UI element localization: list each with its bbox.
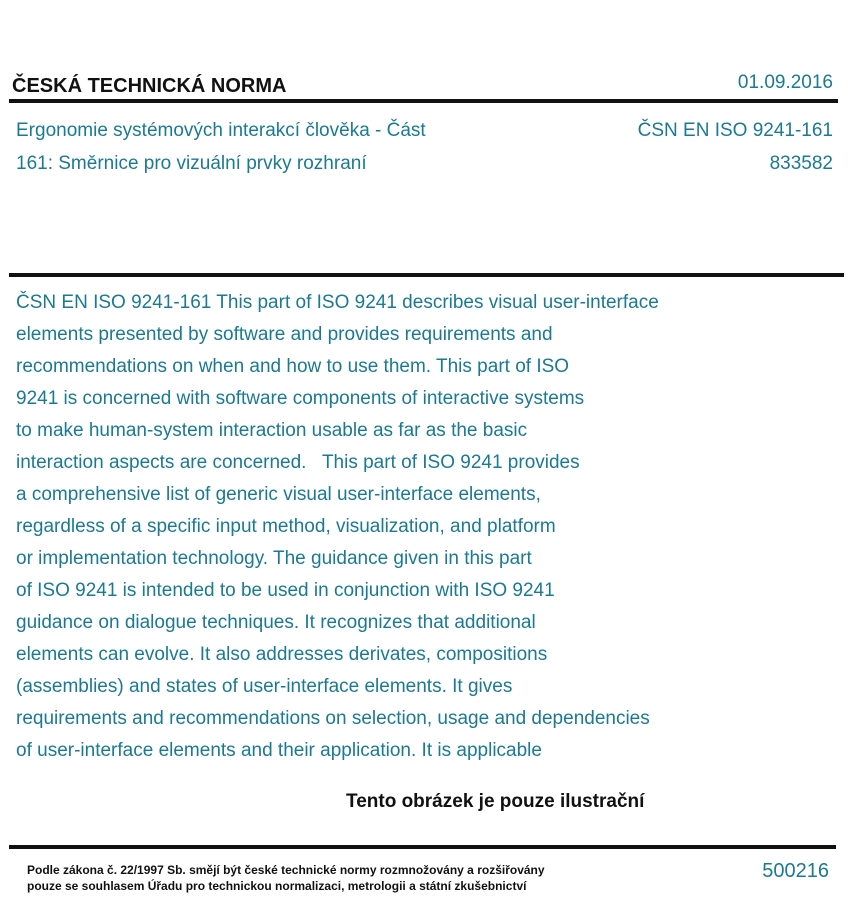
abstract-line: 9241 is concerned with software components of interactive systems	[16, 388, 585, 409]
legal-notice-line-1: Podle zákona č. 22/1997 Sb. smějí být české technické normy rozmnožovány a rozšiřovány	[27, 863, 545, 877]
publication-date: 01.09.2016	[737, 72, 833, 93]
legal-notice-line-2: pouze se souhlasem Úřadu pro technickou normalizaci, metrologii a státní zkušebnictví	[27, 879, 527, 893]
standard-code: ČSN EN ISO 9241-161	[637, 120, 833, 141]
standard-title-line-1: Ergonomie systémových interakcí člověka - Část	[16, 120, 426, 141]
footer-number: 500216	[762, 860, 829, 882]
standard-title	[16, 114, 536, 180]
abstract-line: or implementation technology. The guidance given in this part	[16, 548, 532, 569]
abstract-line: interaction aspects are concerned. This part of ISO 9241 provides	[16, 452, 580, 473]
section-divider	[9, 273, 844, 277]
abstract-line: of ISO 9241 is intended to be used in conjunction with ISO 9241	[16, 580, 555, 601]
catalog-number: 833582	[769, 153, 833, 174]
abstract-text	[16, 287, 659, 767]
abstract-line: a comprehensive list of generic visual user-interface elements,	[16, 484, 541, 505]
legal-notice	[27, 862, 545, 894]
abstract-line: regardless of a specific input method, visualization, and platform	[16, 516, 556, 537]
abstract-line: recommendations on when and how to use them. This part of ISO	[16, 356, 570, 377]
abstract-line: to make human-system interaction usable as far as the basic	[16, 420, 528, 441]
footer-divider	[9, 845, 836, 849]
abstract-line: requirements and recommendations on selection, usage and dependencies	[16, 708, 650, 729]
abstract-line: elements presented by software and provides requirements and	[16, 324, 553, 345]
standard-title-line-2: 161: Směrnice pro vizuální prvky rozhraní	[16, 153, 367, 174]
abstract-line: ČSN EN ISO 9241-161 This part of ISO 9241 describes visual user-interface	[16, 292, 659, 313]
abstract-line: of user-interface elements and their application. It is applicable	[16, 740, 542, 761]
abstract-line: elements can evolve. It also addresses derivates, compositions	[16, 644, 548, 665]
document-heading: ČESKÁ TECHNICKÁ NORMA	[12, 75, 287, 97]
abstract-line: guidance on dialogue techniques. It recognizes that additional	[16, 612, 536, 633]
header-divider	[9, 99, 838, 103]
abstract-line: (assemblies) and states of user-interface elements. It gives	[16, 676, 513, 697]
illustration-note: Tento obrázek je pouze ilustrační	[346, 791, 645, 812]
